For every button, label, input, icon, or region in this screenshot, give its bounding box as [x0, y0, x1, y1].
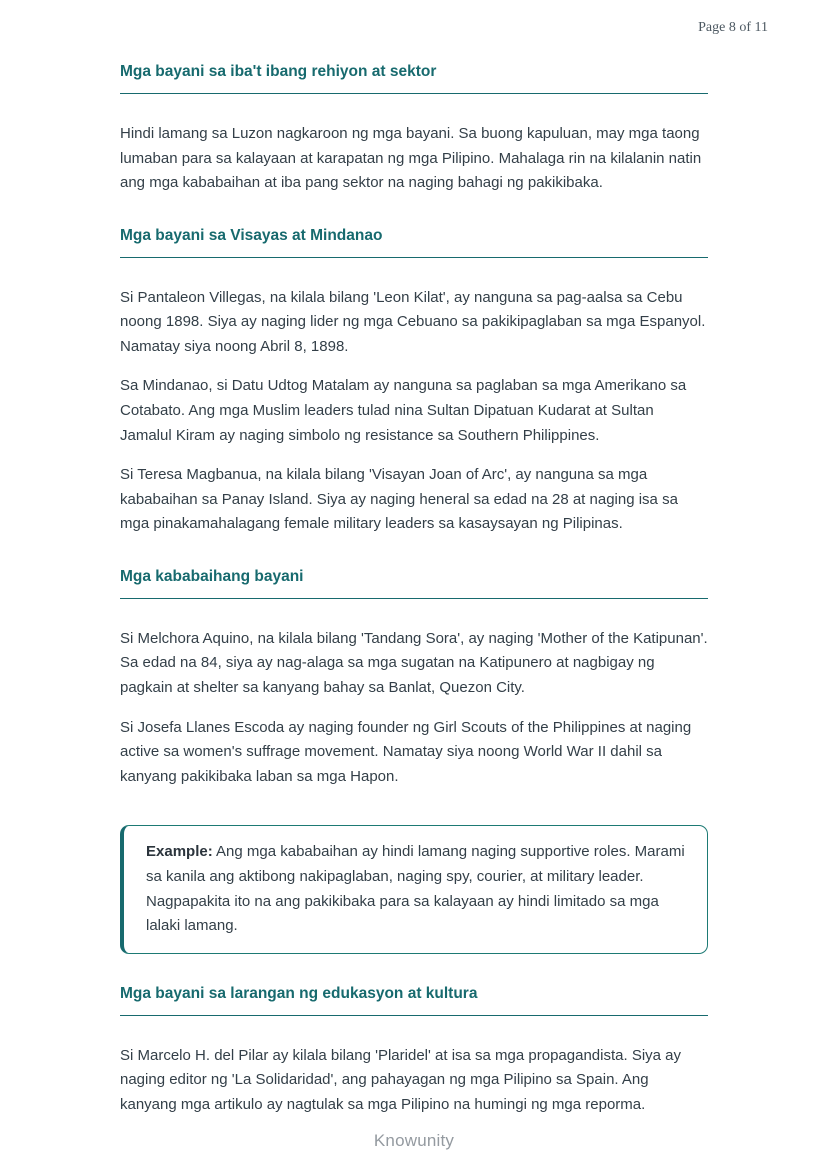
paragraph: Si Teresa Magbanua, na kilala bilang 'Visayan Joan of Arc', ay nanguna sa mga kababaihan sa Panay Island. Siya ay naging heneral sa edad na 28 at naging isa sa mga pinakamahalagang female military leaders sa kasaysayan ng Pilipinas. [120, 466, 678, 533]
section-heading: Mga bayani sa iba't ibang rehiyon at sektor [120, 63, 437, 80]
paragraph: Si Josefa Llanes Escoda ay naging founder ng Girl Scouts of the Philippines at naging active sa women's suffrage movement. Namatay siya noong World War II dahil sa kanyang pakikibaka laban sa mga Hapon. [120, 718, 692, 785]
callout-paragraph [146, 840, 685, 938]
paragraph: Si Marcelo H. del Pilar ay kilala bilang 'Plaridel' at isa sa mga propagandista. Siya ay naging editor ng 'La Solidaridad', ang pahayagan ng mga Pilipino sa Spain. Ang kanyang mga artikulo ay nagtulak sa mga Pilipino na humingi ng mga reporma. [120, 1046, 682, 1113]
section-heading: Mga kababaihang bayani [120, 567, 304, 585]
section-regions-sectors [120, 62, 708, 196]
callout-body-text: Ang mga kababaihan ay hindi lamang naging supportive roles. Marami sa kanila ang aktibong nakipaglaban, naging spy, courier, at military leader. Nagpapakita ito na ang pakikibaka para sa kalayaan ay hindi limitado sa mga lalaki lamang. [146, 843, 685, 935]
section-heading: Mga bayani sa Visayas at Mindanao [120, 226, 383, 244]
paragraph: Sa Mindanao, si Datu Udtog Matalam ay nanguna sa paglaban sa mga Amerikano sa Cotabato. Ang mga Muslim leaders tulad nina Sultan Dipatuan Kudarat at Sultan Jamalul Kiram ay naging simbolo ng resistance sa Southern Philippines. [120, 377, 687, 444]
section-kababaihang-bayani [120, 567, 708, 954]
paragraph: Hindi lamang sa Luzon nagkaroon ng mga bayani. Sa buong kapuluan, may mga taong lumaban para sa kalayaan at karapatan ng mga Pilipino. Mahalaga rin na kilalanin natin ang mga kababaihan at iba pang sektor na naging bahagi ng pakikibaka. [120, 124, 702, 192]
page-number-indicator: Page 8 of 11 [698, 20, 768, 35]
example-callout [120, 825, 708, 953]
section-visayas-mindanao [120, 226, 708, 537]
section-heading: Mga bayani sa larangan ng edukasyon at kultura [120, 984, 478, 1002]
paragraph: Si Melchora Aquino, na kilala bilang 'Tandang Sora', ay naging 'Mother of the Katipunan'. Sa edad na 84, siya ay nag-alaga sa mga sugatan na Katipunero at nagbigay ng pagkain at shelter sa kanyang bahay sa Banlat, Quezon City. [120, 629, 708, 697]
heading-rule [120, 598, 708, 599]
callout-label: Example: [146, 843, 213, 861]
heading-rule [120, 93, 708, 94]
paragraph: Si Pantaleon Villegas, na kilala bilang 'Leon Kilat', ay nanguna sa pag-aalsa sa Cebu noong 1898. Siya ay naging lider ng mga Cebuano sa pakikipaglaban sa mga Espanyol. Namatay siya noong Abril 8, 1898. [120, 288, 706, 355]
section-edukasyon-kultura [120, 984, 708, 1118]
footer-brand-logo: Knowunity [373, 1131, 455, 1150]
heading-rule [120, 1015, 708, 1016]
heading-rule [120, 257, 708, 258]
